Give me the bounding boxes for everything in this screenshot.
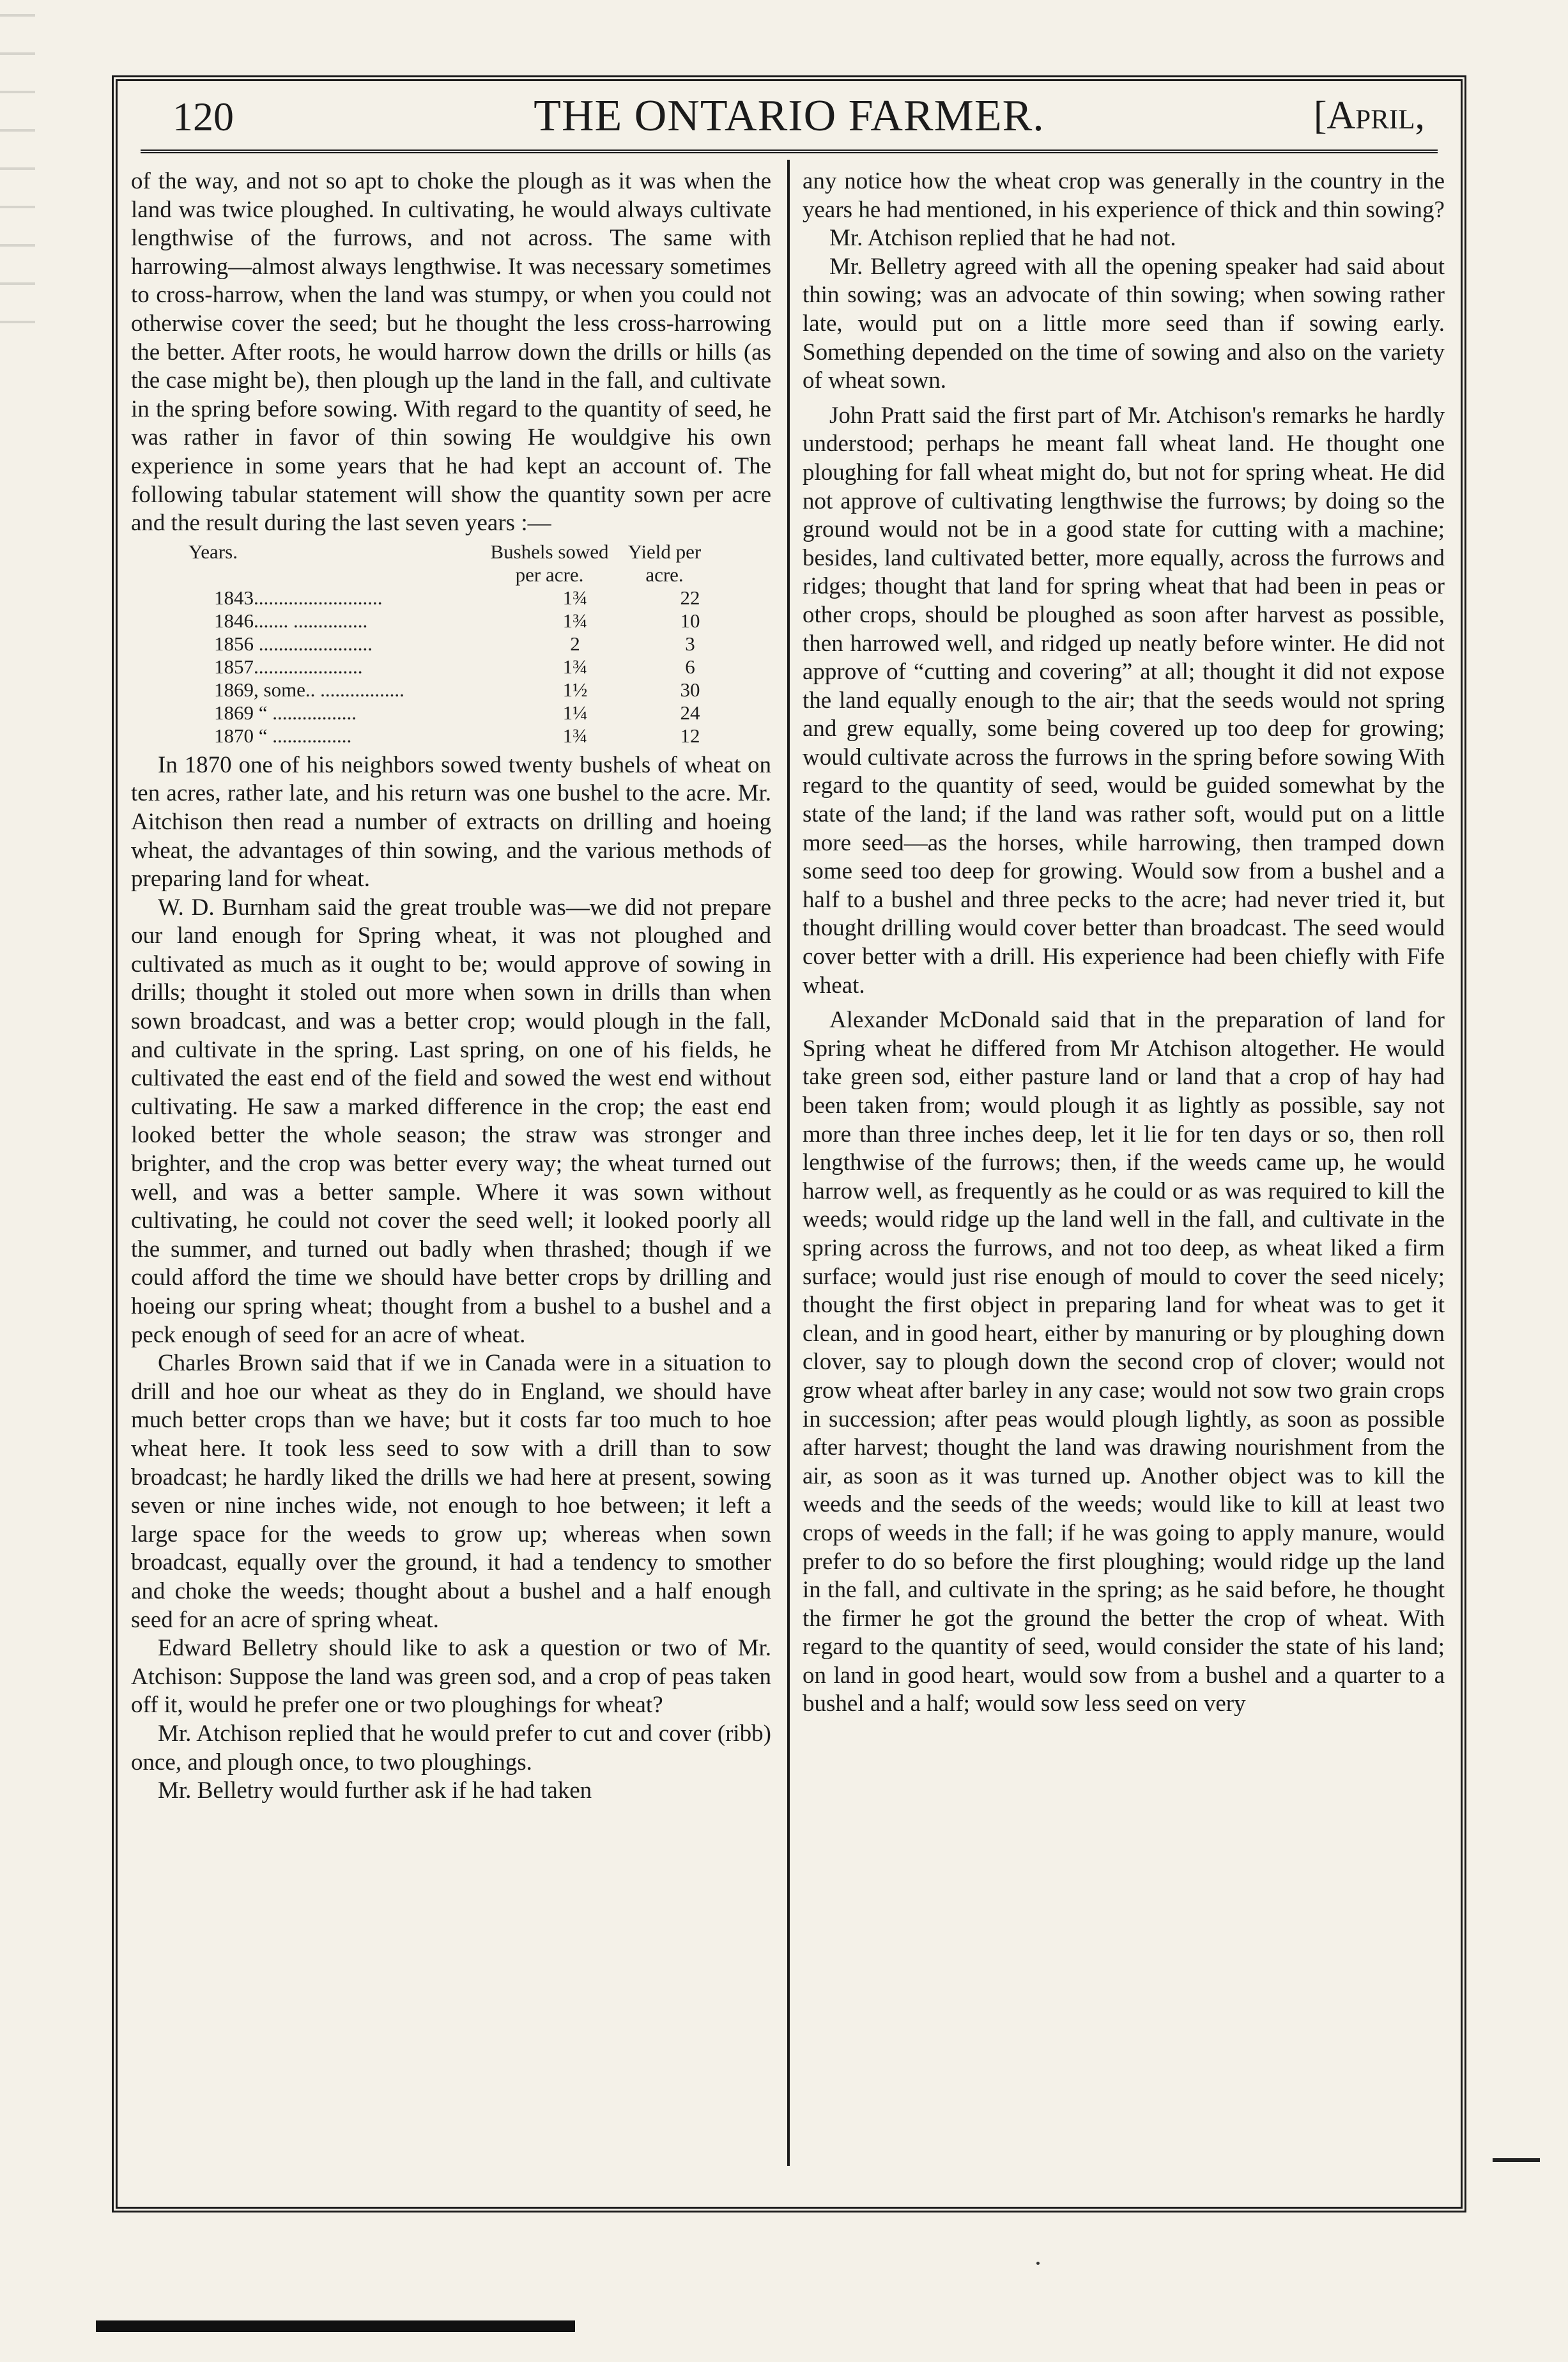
paragraph: Charles Brown said that if we in Canada were in a situation to drill and hoe our wheat as they do in England, we should have much better crops than we have; but it costs far too much to hoe wheat here. It took less seed to sow with a drill than to sow broadcast; he hardly liked the drills we had here at present, sowing seven or nine inches wide, not enough to hoe between; it left a large space for the weeds to grow up; whereas when sown broadcast, equally over the ground, it had a tendency to smother and choke the weeds; thought about a bushel and a half enough seed for an acre of spring wheat. xyxy=(131,1350,771,1633)
column-divider xyxy=(787,160,790,2166)
table-cell: 24 xyxy=(680,701,700,724)
paragraph: John Pratt said the first part of Mr. Atchison's remarks he hardly understood; perhaps he meant fall wheat land. He thought one ploughing for fall wheat might do, but not for spring wheat. He did not approve of cultivating lengthwise the furrows; by doing so the ground would not be in a good state for cutting with a machine; besides, land cultivated better, more equally, across the furrows and ridges; thought that land for spring wheat that had been in peas or other crops, should be ploughed as soon after harvest as possible, then harrowed well, and ridged up neatly before winter. He did not approve of “cutting and covering” at all; thought it did not expose the land equally enough to the air; that the seeds would not spring and grew equally, some being covered up too deep for growing; would cultivate across the furrows in the spring before sowing With regard to the quantity of seed, would be guided somewhat by the state of the land; if the land was rather soft, would put on a little more seed—as the horses, while harrowing, then tramped down some seed too deep for growing. Would sow from a bushel and a half to a bushel and three pecks to the acre; had never tried it, but thought drilling would cover better than broadcast. The seed would cover better with a drill. His experience had been chiefly with Fife wheat. xyxy=(803,402,1445,999)
paragraph: Mr. Belletry would further ask if he had taken xyxy=(158,1777,592,1804)
table-row xyxy=(131,679,771,702)
paragraph: Mr. Atchison replied that he had not. xyxy=(829,225,1176,252)
seed-yield-table xyxy=(131,541,771,748)
left-column xyxy=(131,167,771,2174)
table-cell: 22 xyxy=(680,586,700,609)
paragraph: Alexander McDonald said that in the preparation of land for Spring wheat he differed from Mr Atchison altogether. He would take green sod, either pasture land or land that a crop of hay had been taken from; would plough it as lightly as possible, say not more than three inches deep, let it lie for ten days or so, then roll lengthwise of the furrows; then, if the weeds came up, he would harrow well, as frequently as he could or as was required to kill the weeds; would ridge up the land well in the fall, and cultivate in the spring across the furrows, and not too deep, as wheat liked a firm surface; would just rise enough of mould to cover the seed nicely; thought the first object in preparing land for wheat was to get it clean, and in good heart, either by manuring or by ploughing down clover, say to plough down the second crop of clover; would not grow wheat after barley in any case; would not sow two grain crops in succession; after peas would plough lightly, as soon as possible after harvest; thought the land was drawing nourishment from the air, as soon as it was turned up. Another object was to kill the weeds and the seeds of the weeds; would like to kill at least two crops of weeds in the fall; if he was going to apply manure, would prefer to do so before the first ploughing; would ridge up the land in the fall, and cultivate in the spring; as he said before, he thought the firmer he got the ground the better the crop of wheat. With regard to the quantity of seed, would consider the state of his land; on land in good heart, would sow from a bushel and a quarter to a bushel and a half; would sow less seed on very xyxy=(803,1007,1445,1717)
paragraph: In 1870 one of his neighbors sowed twenty bushels of wheat on ten acres, rather late, and his return was one bushel to the acre. Mr. Aitchison then read a number of extracts on drilling and hoeing wheat, the advantages of thin sowing, and the various methods of preparing land for wheat. xyxy=(131,751,771,893)
table-row xyxy=(131,587,771,610)
margin-mark xyxy=(1493,2158,1540,2162)
table-cell: 1¾ xyxy=(562,724,588,747)
table-cell: 1869 “ ................. xyxy=(214,701,357,724)
table-row xyxy=(131,656,771,679)
table-cell: 1846....... ............... xyxy=(214,609,368,632)
issue-month: [April, xyxy=(1313,94,1425,137)
table-header-cell: Years. xyxy=(188,540,238,563)
paragraph: of the way, and not so apt to choke the plough as it was when the land was twice ploughed. In cultivating, he would always cultivate lengthwise of the furrows, and not across. The same with harrowing—almost always lengthwise. It was necessary sometimes to cross-harrow, when the land was stumpy, or when you could not otherwise cover the seed; but he thought the less cross-harrowing the better. After roots, he would harrow down the drills or hills (as the case might be), then plough up the land in the fall, and cultivate in the spring before sowing. With regard to the quantity of seed, he was rather in favor of thin sowing He wouldgive his own experience in some years that he had kept an account of. The following tabular statement will show the quantity sown per acre and the result during the last seven years :— xyxy=(131,168,771,537)
right-column xyxy=(803,167,1445,2174)
paragraph: any notice how the wheat crop was generally in the country in the years he had mentioned, in his experience of thick and thin sowing? xyxy=(803,168,1445,223)
page-header xyxy=(141,88,1438,153)
table-row xyxy=(131,702,771,725)
table-row xyxy=(131,633,771,656)
scan-edge-marks xyxy=(0,0,35,332)
table-cell: 3 xyxy=(685,632,695,655)
table-cell: 2 xyxy=(570,632,580,655)
table-cell: 1870 “ ................ xyxy=(214,724,352,747)
table-header-cell: Bushels sowed per acre. xyxy=(490,540,609,586)
table-cell: 1½ xyxy=(562,678,588,701)
table-row xyxy=(131,610,771,633)
paragraph: Edward Belletry should like to ask a question or two of Mr. Atchison: Suppose the land was green sod, and a crop of peas taken off it, would he prefer one or two ploughings for wheat? xyxy=(131,1635,771,1719)
table-header-cell: Yield per acre. xyxy=(627,540,702,586)
table-cell: 1869, some.. ................. xyxy=(214,678,404,701)
scan-bottom-bar xyxy=(96,2320,575,2332)
table-row xyxy=(131,725,771,748)
ink-speck xyxy=(1036,2262,1040,2265)
table-cell: 1843.......................... xyxy=(214,586,383,609)
table-cell: 1¼ xyxy=(562,701,588,724)
table-cell: 6 xyxy=(685,655,695,678)
table-cell: 1857...................... xyxy=(214,655,363,678)
table-cell: 1¾ xyxy=(562,655,588,678)
page-number: 120 xyxy=(173,94,234,139)
publication-title: THE ONTARIO FARMER. xyxy=(534,91,1045,141)
table-cell: 10 xyxy=(680,609,700,632)
table-cell: 1856 ....................... xyxy=(214,632,373,655)
table-cell: 1¾ xyxy=(562,586,588,609)
table-cell: 1¾ xyxy=(562,609,588,632)
paragraph: W. D. Burnham said the great trouble was—we did not prepare our land enough for Spring wheat, it was not ploughed and cultivated as much as it ought to be; would approve of sowing in drills; thought it stoled out more when sown in drills than when sown broadcast, and was a better crop; would plough in the fall, and cultivate in the spring. Last spring, on one of his fields, he cultivated the east end of the field and sowed the west end without cultivating. He saw a marked difference in the crop; the east end looked better the whole season; the straw was stronger and brighter, and the crop was better every way; the wheat turned out well, and was a better sample. Where it was sown without cultivating, he could not cover the seed well; it looked poorly all the summer, and turned out badly when thrashed; though if we could afford the time we should have better crops by drilling and hoeing our spring wheat; thought from a bushel to a bushel and a peck enough of seed for an acre of wheat. xyxy=(131,894,771,1348)
paragraph: Mr. Atchison replied that he would prefer to cut and cover (ribb) once, and plough once, to two ploughings. xyxy=(131,1720,771,1775)
table-cell: 30 xyxy=(680,678,700,701)
table-header xyxy=(131,541,771,587)
paragraph: Mr. Belletry agreed with all the opening speaker had said about thin sowing; was an advocate of thin sowing; when sowing rather late, would put on a little more seed than if sowing early. Something depended on the time of sowing and also on the variety of wheat sown. xyxy=(803,253,1445,394)
table-cell: 12 xyxy=(680,724,700,747)
